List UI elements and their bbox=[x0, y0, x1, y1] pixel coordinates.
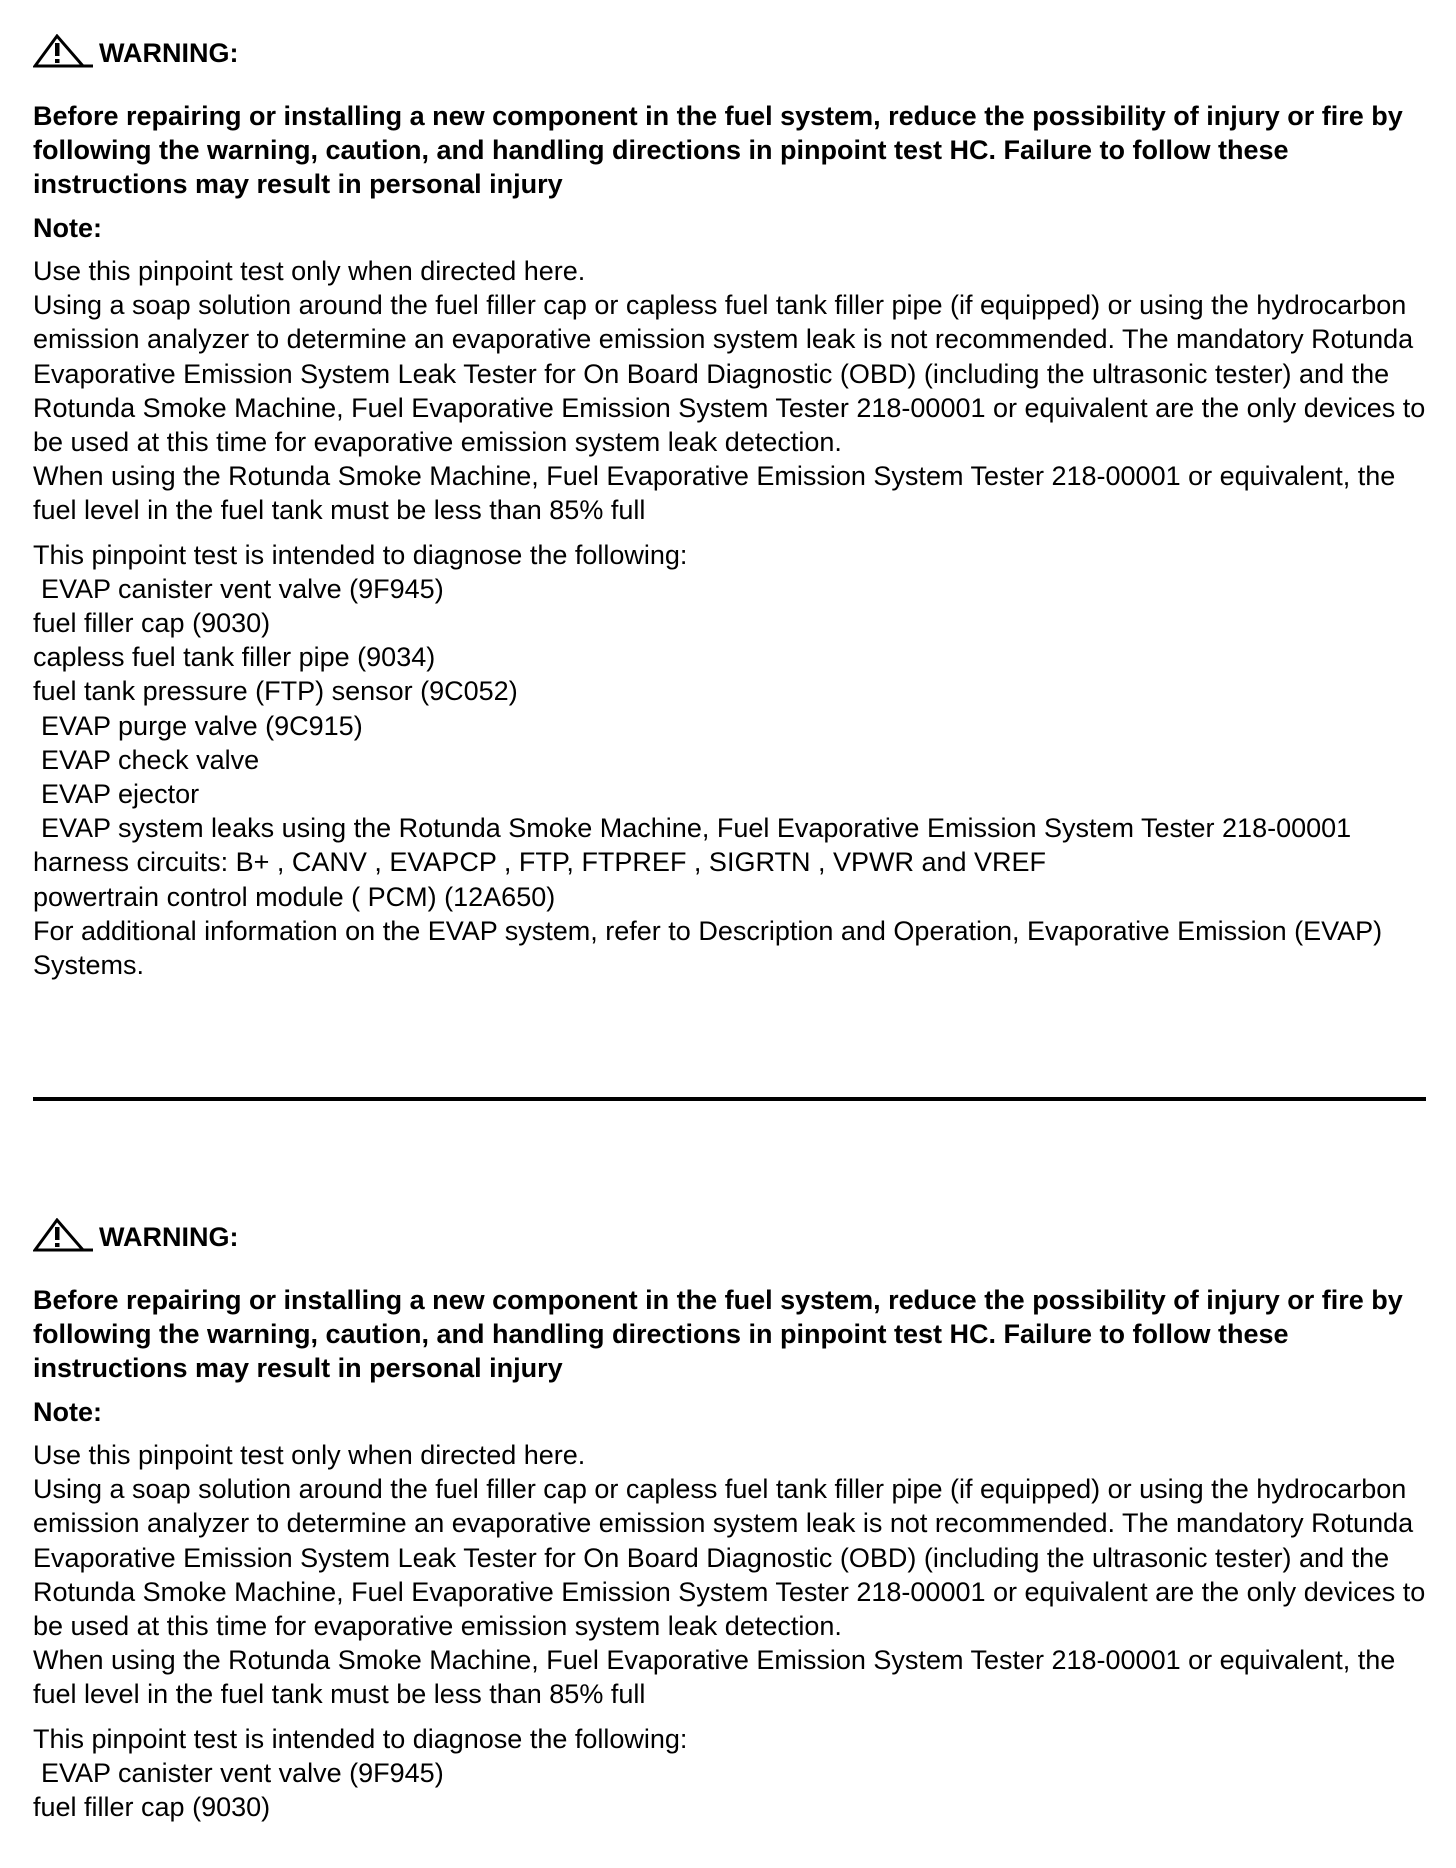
warning-text: Before repairing or installing a new component in the fuel system, reduce the possibility of injury or fire by following the warning, caution, and handling directions in pinpoint test HC. Failure to follow these instructions may result in personal injury bbox=[33, 1285, 1403, 1383]
note-line: Use this pinpoint test only when directed here. bbox=[33, 256, 586, 286]
diagnose-item: EVAP system leaks using the Rotunda Smoke Machine, Fuel Evaporative Emission System Tester 218-00001 bbox=[41, 813, 1352, 844]
diagnose-intro: This pinpoint test is intended to diagnose the following: bbox=[33, 1723, 688, 1754]
diagnose-item: fuel filler cap (9030) bbox=[33, 608, 271, 639]
warning-label: WARNING: bbox=[99, 1222, 239, 1252]
diagnose-item: harness circuits: B+ , CANV , EVAPCP , FTP, FTPREF , SIGRTN , VPWR and VREF bbox=[33, 847, 1047, 878]
warning-triangle-icon bbox=[33, 1218, 95, 1252]
diagnose-item: EVAP canister vent valve (9F945) bbox=[41, 1757, 444, 1788]
note-line: When using the Rotunda Smoke Machine, Fuel Evaporative Emission System Tester 218-00001 or equivalent, the fuel level in the fuel tank must be less than 85% full bbox=[33, 461, 1396, 526]
warning-text: Before repairing or installing a new component in the fuel system, reduce the possibility of injury or fire by following the warning, caution, and handling directions in pinpoint test HC. Failure to follow these instructions may result in personal injury bbox=[33, 101, 1403, 199]
warning-section-2 bbox=[33, 1210, 1433, 1824]
warning-triangle-icon bbox=[33, 34, 95, 68]
warning-label: WARNING: bbox=[99, 38, 239, 68]
diagnose-item: EVAP purge valve (9C915) bbox=[41, 710, 363, 741]
note-body bbox=[33, 254, 1433, 528]
diagnose-intro: This pinpoint test is intended to diagnose the following: bbox=[33, 539, 688, 570]
note-line: When using the Rotunda Smoke Machine, Fuel Evaporative Emission System Tester 218-00001 or equivalent, the fuel level in the fuel tank must be less than 85% full bbox=[33, 1645, 1396, 1710]
section-divider bbox=[33, 1097, 1426, 1101]
diagnose-list bbox=[33, 1722, 1433, 1825]
note-line: Using a soap solution around the fuel filler cap or capless fuel tank filler pipe (if equipped) or using the hydrocarbon emission analyzer to determine an evaporative emission system leak is not recommended. The mandatory Rotunda Evaporative Emission System Leak Tester for On Board Diagnostic (OBD) (including the ultrasonic tester) and the Rotunda Smoke Machine, Fuel Evaporative Emission System Tester 218-00001 or equivalent are the only devices to be used at this time for evaporative emission system leak detection. bbox=[33, 1474, 1426, 1642]
note-label: Note: bbox=[33, 1397, 102, 1427]
diagnose-item: EVAP ejector bbox=[41, 779, 200, 810]
note-body bbox=[33, 1438, 1433, 1712]
additional-info: For additional information on the EVAP system, refer to Description and Operation, Evaporative Emission (EVAP) Systems. bbox=[33, 915, 1383, 981]
note-line: Using a soap solution around the fuel filler cap or capless fuel tank filler pipe (if equipped) or using the hydrocarbon emission analyzer to determine an evaporative emission system leak is not recommended. The mandatory Rotunda Evaporative Emission System Leak Tester for On Board Diagnostic (OBD) (including the ultrasonic tester) and the Rotunda Smoke Machine, Fuel Evaporative Emission System Tester 218-00001 or equivalent are the only devices to be used at this time for evaporative emission system leak detection. bbox=[33, 290, 1426, 458]
note-line: Use this pinpoint test only when directed here. bbox=[33, 1440, 586, 1470]
warning-section-1 bbox=[33, 26, 1433, 982]
diagnose-item: fuel filler cap (9030) bbox=[33, 1792, 271, 1823]
note-label: Note: bbox=[33, 213, 102, 243]
diagnose-item: EVAP canister vent valve (9F945) bbox=[41, 573, 444, 604]
warning-header bbox=[33, 26, 1433, 68]
warning-header bbox=[33, 1210, 1433, 1252]
diagnose-item: powertrain control module ( PCM) (12A650) bbox=[33, 881, 556, 912]
diagnose-item: capless fuel tank filler pipe (9034) bbox=[33, 642, 436, 673]
diagnose-item: EVAP check valve bbox=[41, 744, 260, 775]
diagnose-list bbox=[33, 538, 1433, 983]
diagnose-item: fuel tank pressure (FTP) sensor (9C052) bbox=[33, 676, 518, 707]
